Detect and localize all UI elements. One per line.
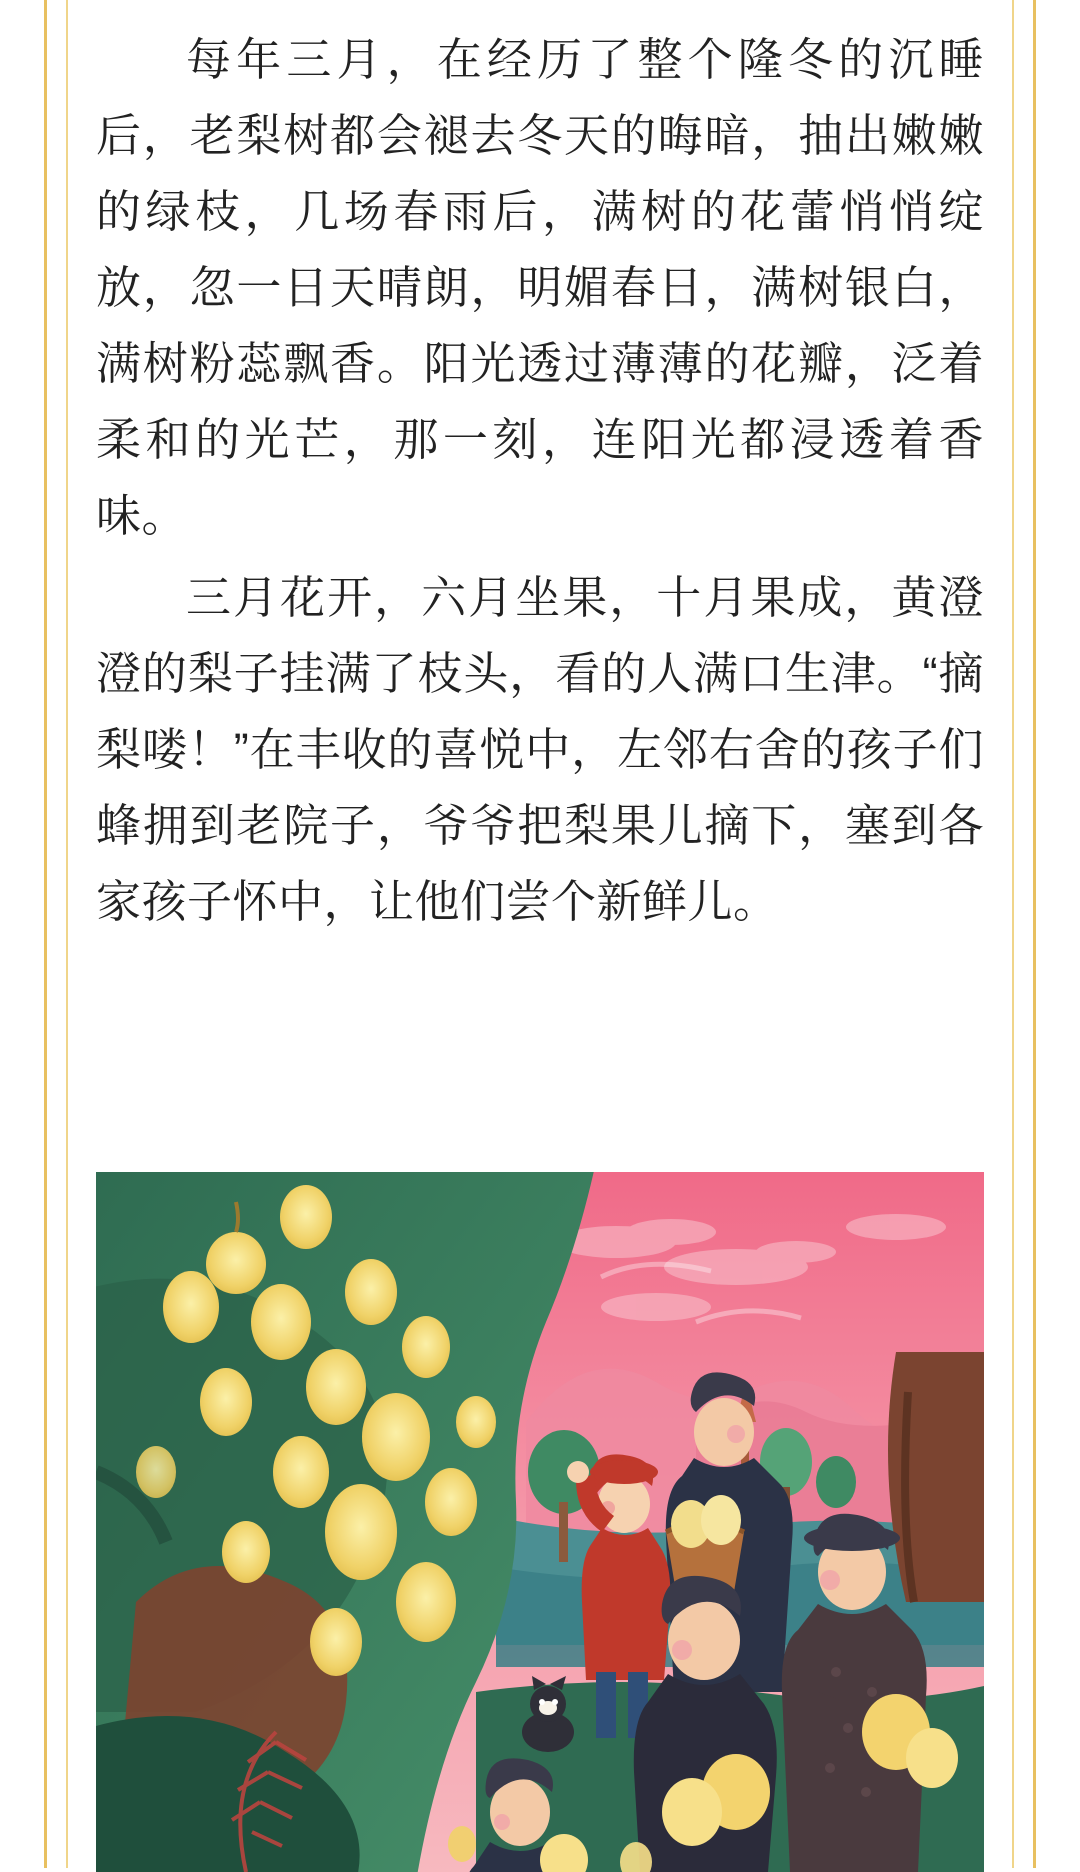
pear-harvest-illustration	[96, 1172, 984, 1872]
right-inner-border-rule	[1012, 0, 1014, 1868]
right-outer-border-rule	[1033, 0, 1036, 1868]
paragraph-1: 每年三月，在经历了整个隆冬的沉睡后，老梨树都会褪去冬天的晦暗，抽出嫩嫩的绿枝，几场春雨后，满树的花蕾悄悄绽放，忽一日天晴朗，明媚春日，满树银白，满树粉蕊飘香。阳光透过薄薄的花瓣，泛着柔和的光芒，那一刻，连阳光都浸透着香味。	[96, 34, 984, 541]
paragraph-2: 三月花开，六月坐果，十月果成，黄澄澄的梨子挂满了枝头，看的人满口生津。“摘梨喽！”在丰收的喜悦中，左邻右舍的孩子们蜂拥到老院子，爷爷把梨果儿摘下，塞到各家孩子怀中，让他们尝个新鲜儿。	[96, 572, 984, 927]
left-outer-border-rule	[44, 0, 47, 1868]
article-content	[96, 0, 984, 1868]
left-inner-border-rule	[66, 0, 68, 1868]
paragraph-block	[96, 0, 984, 940]
illustration-svg	[96, 1172, 984, 1872]
